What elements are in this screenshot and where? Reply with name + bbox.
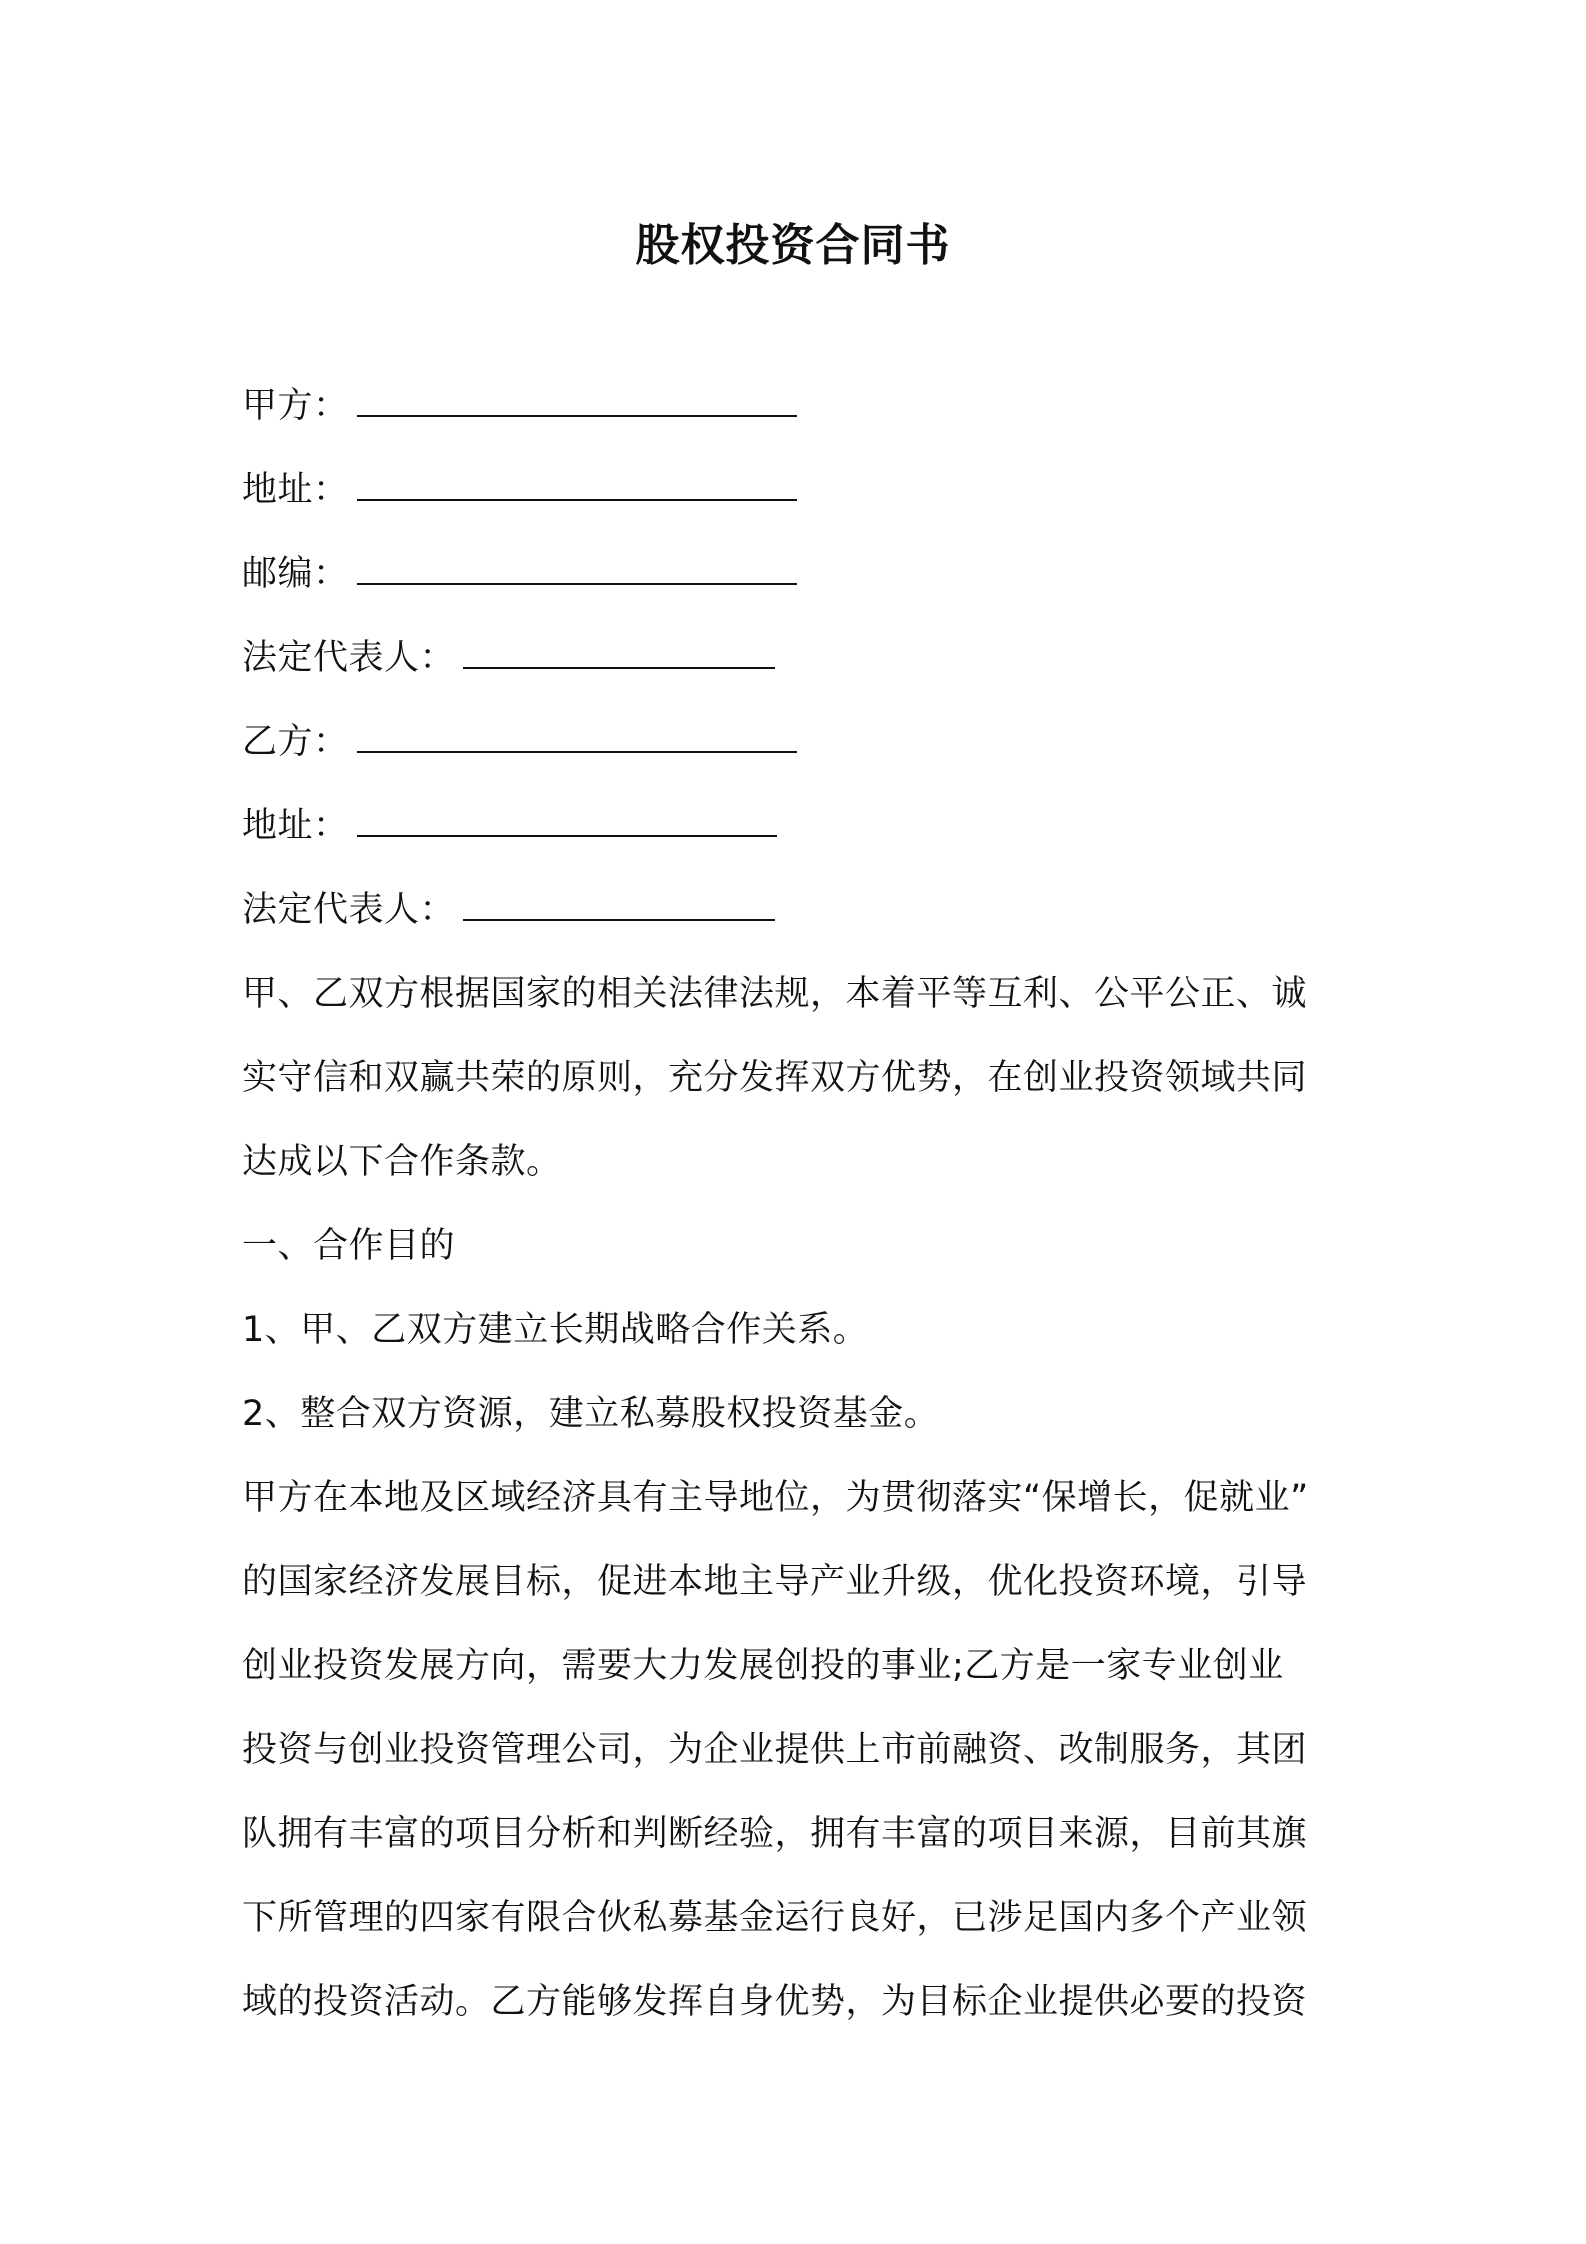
field-label: 乙方： xyxy=(242,722,349,762)
field-party-a xyxy=(242,364,1362,448)
clause-item: 1、甲、乙双方建立长期战略合作关系。 xyxy=(242,1310,869,1350)
field-label: 地址： xyxy=(242,470,349,510)
text-line: 甲、乙双方根据国家的相关法律法规，本着平等互利、公平公正、诚 xyxy=(242,974,1308,1014)
text-line: 达成以下合作条款。 xyxy=(242,1142,562,1182)
text-line: 的国家经济发展目标，促进本地主导产业升级，优化投资环境，引导 xyxy=(242,1562,1308,1602)
field-legal-rep-a xyxy=(242,616,1362,700)
text-line: 实守信和双赢共荣的原则，充分发挥双方优势，在创业投资领域共同 xyxy=(242,1058,1308,1098)
field-address-b xyxy=(242,784,1362,868)
field-label: 法定代表人： xyxy=(242,890,456,930)
text-line: 投资与创业投资管理公司，为企业提供上市前融资、改制服务，其团 xyxy=(242,1730,1308,1770)
document-body xyxy=(242,364,1362,2044)
field-address-a xyxy=(242,448,1362,532)
text-line: 下所管理的四家有限合伙私募基金运行良好，已涉足国内多个产业领 xyxy=(242,1898,1308,1938)
field-label: 甲方： xyxy=(242,386,349,426)
intro-paragraph xyxy=(242,952,1362,1204)
clause-item: 2、整合双方资源，建立私募股权投资基金。 xyxy=(242,1394,940,1434)
fill-in-blank xyxy=(463,889,775,921)
document-title: 股权投资合同书 xyxy=(635,220,951,271)
text-line: 域的投资活动。乙方能够发挥自身优势，为目标企业提供必要的投资 xyxy=(242,1982,1308,2022)
fill-in-blank xyxy=(357,469,797,501)
text-line: 创业投资发展方向，需要大力发展创投的事业;乙方是一家专业创业 xyxy=(242,1646,1284,1686)
field-label: 邮编： xyxy=(242,554,349,594)
fill-in-blank xyxy=(357,721,797,753)
field-label: 地址： xyxy=(242,806,349,846)
field-postcode xyxy=(242,532,1362,616)
field-party-b xyxy=(242,700,1362,784)
fill-in-blank xyxy=(357,385,797,417)
field-label: 法定代表人： xyxy=(242,638,456,678)
text-line: 队拥有丰富的项目分析和判断经验，拥有丰富的项目来源，目前其旗 xyxy=(242,1814,1308,1854)
fill-in-blank xyxy=(463,637,775,669)
field-legal-rep-b xyxy=(242,868,1362,952)
fill-in-blank xyxy=(357,805,777,837)
body-paragraph xyxy=(242,1456,1362,2044)
section-heading: 一、合作目的 xyxy=(242,1226,456,1266)
fill-in-blank xyxy=(357,553,797,585)
text-line: 甲方在本地及区域经济具有主导地位，为贯彻落实“保增长，促就业” xyxy=(242,1478,1309,1518)
